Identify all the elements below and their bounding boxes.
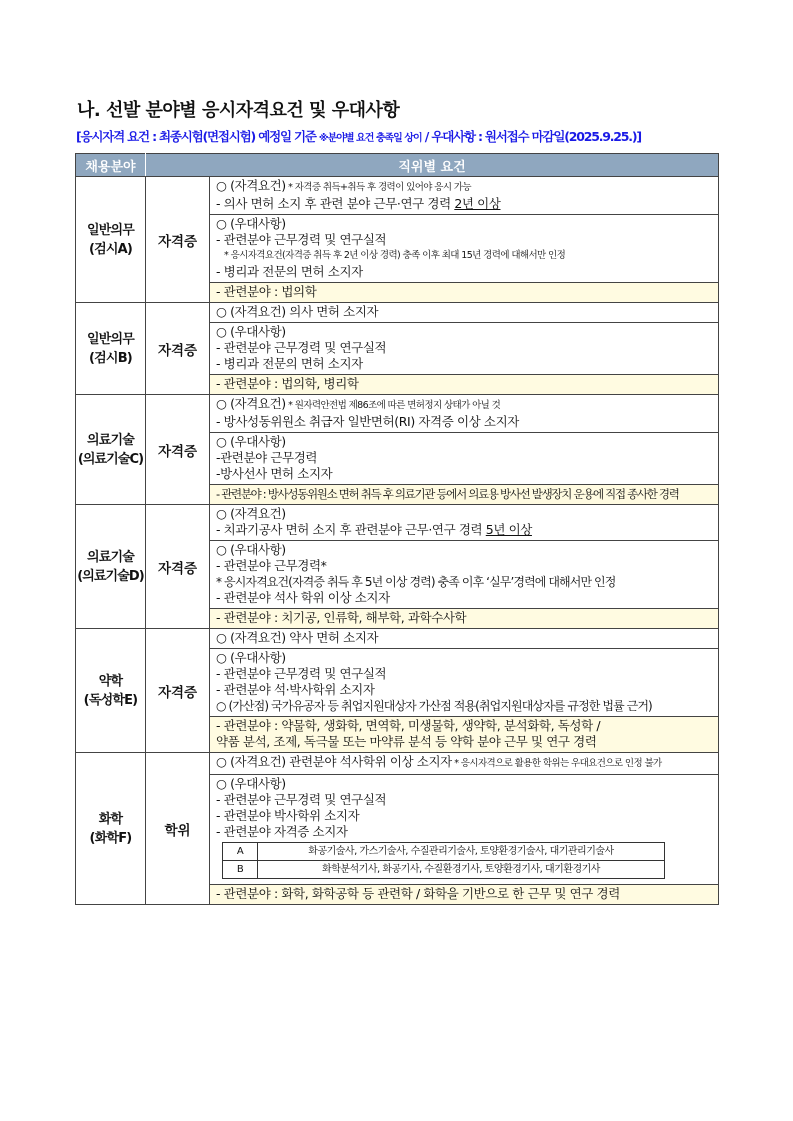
subtitle-note: ※분야별 요건 충족일 상이 xyxy=(318,133,422,144)
field-name: 약학 xyxy=(98,673,123,689)
preference-block xyxy=(210,215,718,283)
preference-heading: ○ (우대사항) xyxy=(216,776,286,791)
preference-block xyxy=(210,541,718,609)
qualification-line: - 방사성동위원소 취급자 일반면허(RI) 자격증 이상 소지자 xyxy=(216,414,519,429)
related-field xyxy=(210,609,718,628)
field-code: (검시A) xyxy=(88,241,133,257)
preference-heading: ○ (우대사항) xyxy=(216,650,286,665)
field-code: (검시B) xyxy=(89,350,132,366)
preference-note: * 응시자격요건(자격증 취득 후 5년 이상 경력) 충족 이후 ‘실무’경력에 대해서만 인정 xyxy=(216,575,616,589)
certificate-grade: A xyxy=(223,843,258,861)
certificate-row xyxy=(223,843,665,861)
qualification-duration: 5년 이상 xyxy=(485,522,532,537)
related-field-text: - 관련분야 : 치기공, 인류학, 해부학, 과학수사학 xyxy=(216,610,467,625)
table-header-row xyxy=(76,154,719,177)
section-subtitle xyxy=(76,127,641,145)
preference-heading: ○ (우대사항) xyxy=(216,216,286,231)
type-cell: 자격증 xyxy=(146,505,210,629)
field-cell xyxy=(76,303,146,395)
field-cell xyxy=(76,395,146,505)
qualification-heading: ○ (자격요건) xyxy=(216,506,286,521)
qualification-block xyxy=(210,629,718,649)
preference-block xyxy=(210,649,718,717)
preference-item: - 관련분야 근무경력 및 연구실적 xyxy=(216,340,387,355)
preference-item: - 관련분야 석사 학위 이상 소지자 xyxy=(216,590,390,605)
preference-block xyxy=(210,775,718,885)
field-cell xyxy=(76,753,146,905)
related-field-text: - 관련분야 : 화학, 화학공학 등 관련학 / 화학을 기반으로 한 근무 및 연구 경력 xyxy=(216,886,620,901)
certificate-row xyxy=(223,861,665,879)
qualification-heading: ○ (자격요건) 약사 면허 소지자 xyxy=(216,630,379,645)
header-requirements: 직위별 요건 xyxy=(146,154,719,177)
preference-item: - 관련분야 석·박사학위 소지자 xyxy=(216,682,375,697)
field-code: (독성학E) xyxy=(83,692,138,708)
preference-item: - 병리과 전문의 면허 소지자 xyxy=(216,356,363,371)
qualification-heading: ○ (자격요건) 관련분야 석사학위 이상 소지자 xyxy=(216,754,452,769)
requirements-cell xyxy=(210,629,719,753)
table-row xyxy=(76,505,719,629)
requirements-cell xyxy=(210,505,719,629)
subtitle-part-a: [응시자격 요건 : 최종시험(면접시험) 예정일 기준 xyxy=(76,129,319,144)
preference-item: -관련분야 근무경력 xyxy=(216,450,318,465)
requirements-cell xyxy=(210,395,719,505)
related-field-text: 약품 분석, 조제, 독극물 또는 마약류 분석 등 약학 분야 근무 및 연구 경력 xyxy=(216,734,597,749)
preference-heading: ○ (우대사항) xyxy=(216,434,286,449)
certificate-grade: B xyxy=(223,861,258,879)
preference-item: - 관련분야 근무경력 및 연구실적 xyxy=(216,792,387,807)
preference-heading: ○ (우대사항) xyxy=(216,324,286,339)
preference-item: -방사선사 면허 소지자 xyxy=(216,466,333,481)
requirements-table xyxy=(75,153,719,905)
preference-item: - 관련분야 근무경력* xyxy=(216,558,327,573)
type-cell: 자격증 xyxy=(146,395,210,505)
related-field-text: - 관련분야 : 법의학, 병리학 xyxy=(216,376,359,391)
field-code: (화학F) xyxy=(89,830,132,846)
related-field-text: - 관련분야 : 법의학 xyxy=(216,284,317,299)
certificate-list: 화학분석기사, 화공기사, 수질환경기사, 토양환경기사, 대기환경기사 xyxy=(258,861,665,879)
related-field-text: - 관련분야 : 방사성동위원소 면허 취득 후 의료기관 등에서 의료용 방사선 발생장치 운용에 직접 종사한 경력 xyxy=(216,487,679,501)
qualification-block xyxy=(210,177,718,215)
requirements-cell xyxy=(210,177,719,303)
field-cell xyxy=(76,629,146,753)
table-row xyxy=(76,629,719,753)
type-cell: 학위 xyxy=(146,753,210,905)
qualification-line: - 의사 면허 소지 후 관련 분야 근무·연구 경력 xyxy=(216,196,455,211)
section-title: 나. 선발 분야별 응시자격요건 및 우대사항 xyxy=(77,100,400,121)
certificate-list: 화공기술사, 가스기술사, 수질관리기술사, 토양환경기술사, 대기관리기술사 xyxy=(258,843,665,861)
qualification-heading: ○ (자격요건) xyxy=(216,396,286,411)
field-name: 화학 xyxy=(98,811,123,827)
preference-block xyxy=(210,433,718,485)
qualification-block xyxy=(210,505,718,541)
type-cell: 자격증 xyxy=(146,177,210,303)
field-name: 의료기술 xyxy=(86,432,135,448)
field-cell xyxy=(76,177,146,303)
field-cell xyxy=(76,505,146,629)
related-field xyxy=(210,375,718,394)
requirements-cell xyxy=(210,303,719,395)
table-row xyxy=(76,303,719,395)
qualification-block xyxy=(210,303,718,323)
preference-item: - 관련분야 근무경력 및 연구실적 xyxy=(216,666,387,681)
preference-heading: ○ (우대사항) xyxy=(216,542,286,557)
qualification-note: * 자격증 취득+취득 후 경력이 있어야 응시 가능 xyxy=(285,182,471,193)
qualification-block xyxy=(210,753,718,775)
table-row xyxy=(76,753,719,905)
table-row xyxy=(76,395,719,505)
field-name: 일반의무 xyxy=(86,331,135,347)
qualification-note: * 응시자격으로 활용한 학위는 우대요건으로 인정 불가 xyxy=(451,758,662,769)
related-field xyxy=(210,283,718,302)
qualification-duration: 2년 이상 xyxy=(454,196,501,211)
preference-item: - 관련분야 박사학위 소지자 xyxy=(216,808,360,823)
requirements-cell xyxy=(210,753,719,905)
related-field xyxy=(210,885,718,904)
qualification-heading: ○ (자격요건) 의사 면허 소지자 xyxy=(216,304,379,319)
qualification-note: * 원자력안전법 제86조에 따른 면허정지 상태가 아닐 것 xyxy=(285,400,501,411)
preference-block xyxy=(210,323,718,375)
preference-item: - 관련분야 자격증 소지자 xyxy=(216,824,348,839)
bonus-points-item: ○ (가산점) 국가유공자 등 취업지원대상자 가산점 적용(취업지원대상자를 규정한 법률 근거) xyxy=(216,699,652,713)
certificate-table xyxy=(222,842,665,879)
qualification-block xyxy=(210,395,718,433)
type-cell: 자격증 xyxy=(146,303,210,395)
type-cell: 자격증 xyxy=(146,629,210,753)
preference-item: - 병리과 전문의 면허 소지자 xyxy=(216,264,363,279)
field-code: (의료기술D) xyxy=(77,568,144,584)
field-name: 일반의무 xyxy=(86,222,135,238)
field-name: 의료기술 xyxy=(86,549,135,565)
preference-item: - 관련분야 근무경력 및 연구실적 xyxy=(216,232,387,247)
related-field xyxy=(210,717,718,752)
header-field: 채용분야 xyxy=(76,154,146,177)
table-row xyxy=(76,177,719,303)
preference-note: * 응시자격요건(자격증 취득 후 2년 이상 경력) 충족 이후 최대 15년 경력에 대해서만 인정 xyxy=(224,250,566,261)
subtitle-part-c: / 우대사항 : 원서접수 마감일(2025.9.25.)] xyxy=(421,129,641,144)
related-field xyxy=(210,485,718,504)
related-field-text: - 관련분야 : 약물학, 생화학, 면역학, 미생물학, 생약학, 분석화학, 독성학 / xyxy=(216,718,601,733)
qualification-line: - 치과기공사 면허 소지 후 관련분야 근무·연구 경력 xyxy=(216,522,486,537)
field-code: (의료기술C) xyxy=(77,451,144,467)
qualification-heading: ○ (자격요건) xyxy=(216,178,286,193)
